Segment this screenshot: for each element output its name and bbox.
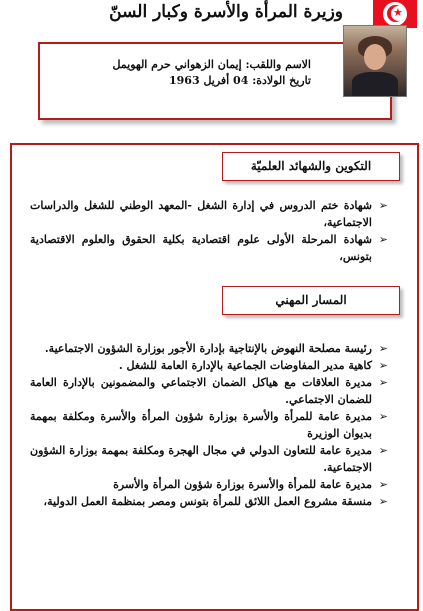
list-item: ➢ رئيسة مصلحة النهوض بالإنتاجية بإدارة الأجور بوزارة الشؤون الاجتماعية. xyxy=(44,342,388,355)
list-item: ➢ مديرة عامة للمرأة والأسرة بوزارة شؤون المرأة والأسرة ومكلفة بمهمة بديوان الوزيرة xyxy=(30,410,388,440)
list-item: ➢ شهادة المرحلة الأولى علوم اقتصادية بكلية الحقوق والعلوم الاقتصادية بتونس، xyxy=(30,233,388,263)
portrait-photo xyxy=(343,25,407,97)
checkmark-arrow-icon: ➢ xyxy=(378,478,388,491)
education-heading: التكوين والشهائد العلميّة xyxy=(222,152,400,181)
education-list xyxy=(30,197,388,265)
checkmark-arrow-icon: ➢ xyxy=(378,342,388,355)
birth-line: تاريخ الولادة: 04 أفريل 1963 xyxy=(168,74,311,87)
checkmark-arrow-icon: ➢ xyxy=(378,376,388,389)
name-line: الاسم واللقب: إيمان الزهواني حرم الهويمل xyxy=(112,58,311,71)
checkmark-arrow-icon: ➢ xyxy=(378,495,388,508)
list-item: ➢ مديرة عامة للتعاون الدولي في مجال الهجرة ومكلفة بمهمة بوزارة الشؤون الاجتماعية. xyxy=(30,444,388,474)
checkmark-arrow-icon: ➢ xyxy=(378,410,388,423)
list-item: ➢ كاهية مدير المفاوضات الجماعية بالإدارة العامة للشغل . xyxy=(118,359,388,372)
checkmark-arrow-icon: ➢ xyxy=(378,233,388,246)
career-heading: المسار المهني xyxy=(222,286,400,315)
list-item: ➢ مديرة عامة للمرأة والأسرة بوزارة شؤون المرأة والأسرة xyxy=(113,478,388,491)
tunisia-flag-icon: ★ xyxy=(373,0,417,28)
page-title: وزيرة المرأة والأسرة وكبار السنّ xyxy=(109,2,343,22)
list-item: ➢ شهادة ختم الدروس في إدارة الشغل -المعهد الوطني للشغل والدراسات الاجتماعية، xyxy=(30,199,388,229)
list-item: ➢ منسقة مشروع العمل اللائق للمرأة بتونس ومصر بمنظمة العمل الدولية، xyxy=(43,495,388,508)
checkmark-arrow-icon: ➢ xyxy=(378,359,388,372)
career-list xyxy=(30,340,388,510)
checkmark-arrow-icon: ➢ xyxy=(378,444,388,457)
list-item: ➢ مديرة العلاقات مع هياكل الضمان الاجتماعي والمضمونين بالإدارة العامة للضمان الاجتماعي. xyxy=(30,376,388,406)
profile-details xyxy=(101,57,311,89)
checkmark-arrow-icon: ➢ xyxy=(378,199,388,212)
